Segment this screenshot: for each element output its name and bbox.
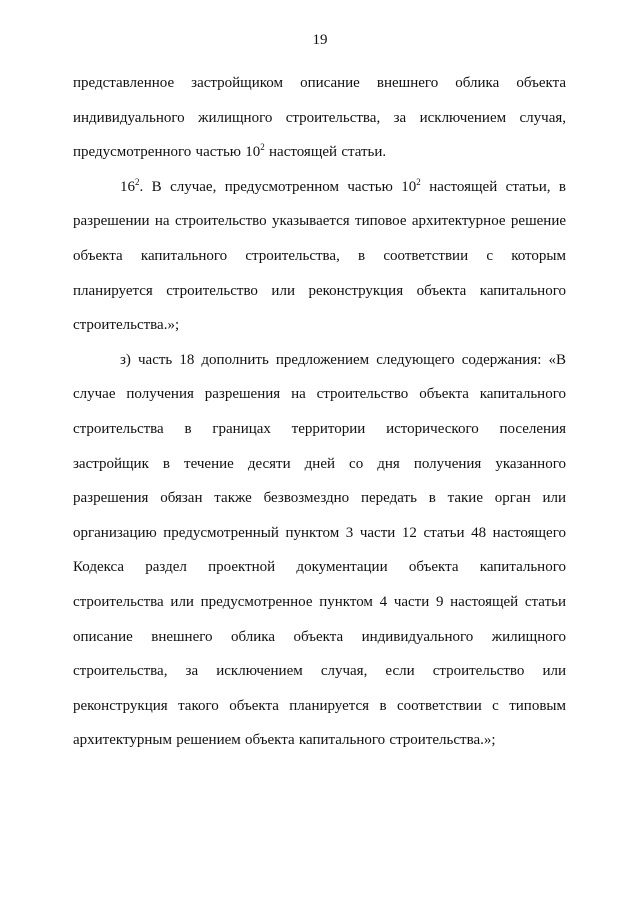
text-line: объекта капитального строительства, в соответствии с которым — [73, 247, 566, 264]
text-line: реконструкция такого объекта планируется в соответствии с типовым — [73, 697, 566, 714]
text-line: $16^2$. В случае, предусмотренном частью $10^2$ настоящей статьи, в — [120, 176, 566, 195]
text-line: Кодекса раздел проектной документации объекта капитального — [73, 559, 566, 576]
paragraph-3 — [73, 343, 566, 758]
text-line: разрешении на строительство указывается типовое архитектурное решение — [73, 213, 566, 230]
text-line: планируется строительство или реконструкция объекта капитального — [73, 282, 566, 299]
text-line: разрешения обязан также безвозмездно передать в такие орган или — [73, 490, 566, 507]
text-line: представленное застройщиком описание внешнего облика объекта — [73, 75, 566, 91]
paragraph-2 — [73, 170, 566, 343]
text-line: индивидуального жилищного строительства, за исключением случая, — [73, 109, 566, 126]
text-line: строительства в границах территории исторического поселения — [73, 420, 566, 437]
text-line: организацию предусмотренный пунктом 3 части 12 статьи 48 настоящего — [73, 524, 566, 541]
text-line: строительства, за исключением случая, если строительство или — [73, 663, 566, 680]
document-body — [73, 66, 566, 758]
page-number: 19 — [312, 32, 328, 48]
text-line: застройщик в течение десяти дней со дня получения указанного — [73, 455, 566, 472]
text-line: предусмотренного частью $10^2$ настоящей статьи. — [73, 142, 387, 161]
text-line: случае получения разрешения на строительство объекта капитального — [73, 386, 566, 403]
paragraph-1 — [73, 66, 566, 170]
superscript: 2 — [260, 142, 265, 153]
superscript: 2 — [135, 176, 140, 187]
text-line: з) часть 18 дополнить предложением следующего содержания: «В — [120, 351, 566, 368]
text-line: описание внешнего облика объекта индивидуального жилищного — [73, 628, 566, 645]
text-line: архитектурным решением объекта капитального строительства.»; — [73, 732, 496, 749]
text-line: строительства или предусмотренное пунктом 4 части 9 настоящей статьи — [73, 593, 566, 610]
text-line: строительства.»; — [73, 317, 180, 334]
superscript: 2 — [416, 176, 421, 187]
